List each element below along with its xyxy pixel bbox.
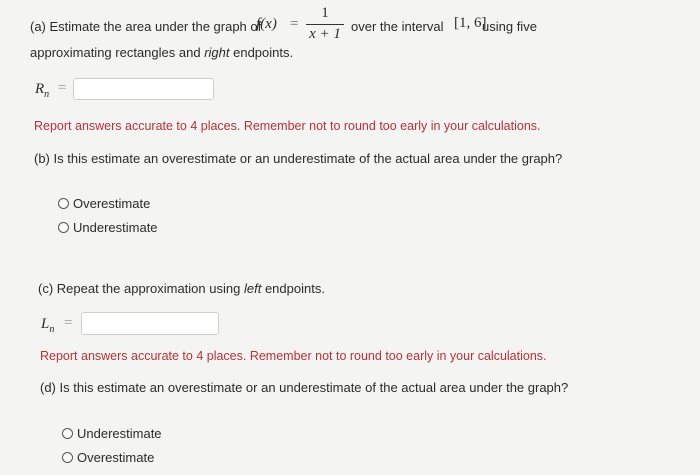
radio-button[interactable] [58, 198, 69, 209]
radio-button[interactable] [58, 222, 69, 233]
part-a-suffix: using five [482, 19, 537, 34]
part-c-question [38, 281, 325, 296]
rn-label [35, 81, 49, 100]
part-a-prefix: (a) Estimate the area under the graph of [30, 19, 262, 34]
accuracy-note-2: Report answers accurate to 4 places. Remember not to round too early in your calculations. [40, 349, 547, 363]
part-a-line2-italic: right [204, 45, 230, 60]
part-d-option-overestimate[interactable] [62, 450, 154, 465]
part-a-line2-start: approximating rectangles and [30, 45, 201, 60]
function-equals: = [290, 16, 299, 32]
ln-label-main: L [41, 316, 50, 332]
option-label: Underestimate [77, 426, 162, 441]
ln-equals: = [64, 315, 73, 331]
part-c-text-end: endpoints. [264, 281, 325, 296]
ln-answer-input[interactable] [81, 312, 219, 335]
fraction-numerator: 1 [321, 5, 329, 21]
option-label: Underestimate [73, 220, 158, 235]
fraction-bar [306, 24, 344, 25]
option-label: Overestimate [77, 450, 155, 465]
radio-button[interactable] [62, 428, 73, 439]
interval: [1, 6] [454, 15, 487, 31]
part-c-text-italic: left [243, 281, 262, 296]
rn-equals: = [58, 80, 67, 96]
ln-label [41, 316, 54, 335]
rn-answer-input[interactable] [73, 78, 214, 100]
function-name: f(x) [256, 16, 277, 32]
part-a-after-fraction: over the interval [351, 19, 444, 34]
part-d-option-underestimate[interactable] [62, 426, 162, 441]
part-a-line2 [30, 45, 293, 60]
part-b-question: (b) Is this estimate an overestimate or an underestimate of the actual area under the graph? [34, 151, 563, 166]
rn-label-sub: n [44, 89, 50, 100]
part-c-text-start: (c) Repeat the approximation using [38, 281, 241, 296]
part-b-option-underestimate[interactable] [58, 220, 158, 235]
radio-button[interactable] [62, 452, 73, 463]
rn-label-main: R [35, 81, 45, 97]
part-b-option-overestimate[interactable] [58, 196, 150, 211]
ln-label-sub: n [49, 324, 55, 335]
accuracy-note-1: Report answers accurate to 4 places. Remember not to round too early in your calculations. [34, 119, 541, 133]
fraction-denominator: x + 1 [309, 26, 341, 42]
option-label: Overestimate [73, 196, 151, 211]
part-d-question: (d) Is this estimate an overestimate or an underestimate of the actual area under the graph? [40, 380, 569, 395]
part-a-line2-end: endpoints. [233, 45, 294, 60]
